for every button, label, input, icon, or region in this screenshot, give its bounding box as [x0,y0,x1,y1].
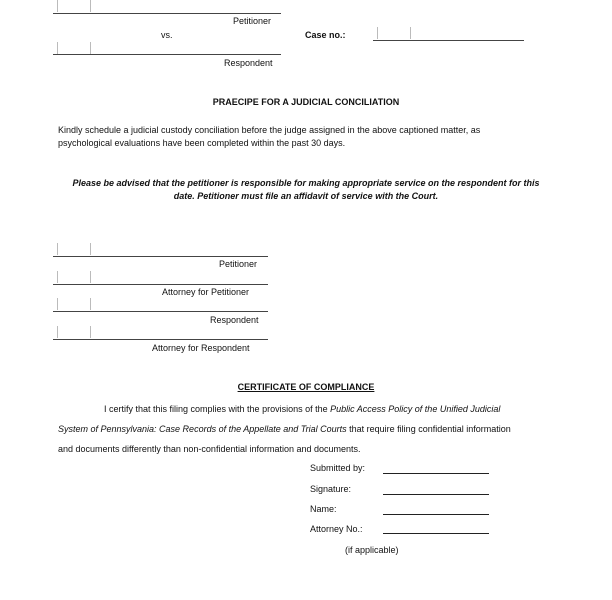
attorney-respondent-field-mark [90,326,91,338]
petitioner-sign-field-mark [57,243,58,255]
respondent-signature-label: Respondent [210,315,259,325]
attorney-no-label: Attorney No.: [310,524,363,534]
service-notice-line1: Please be advised that the petitioner is responsible for making appropriate service on the respondent for this [72,178,540,188]
respondent-caption-label: Respondent [224,58,273,68]
respondent-field-mark [90,42,91,54]
submitted-by-line[interactable] [383,473,489,474]
petitioner-signature-line[interactable] [53,256,268,257]
petitioner-signature-label: Petitioner [219,259,258,269]
public-access-policy-ref: Public Access Policy of the Unified Judicial [330,404,501,414]
case-no-field-mark [410,27,411,39]
certificate-line1 [104,403,556,416]
certificate-title: CERTIFICATE OF COMPLIANCE [237,382,375,392]
respondent-sign-field-mark [57,298,58,310]
attorney-petitioner-field-mark [57,271,58,283]
signature-label: Signature: [310,484,352,494]
case-records-ref: System of Pennsylvania: Case Records of the Appellate and Trial Courts [58,424,347,434]
attorney-petitioner-label: Attorney for Petitioner [162,287,250,297]
signature-line[interactable] [383,494,489,495]
respondent-sign-field-mark [90,298,91,310]
respondent-signature-line[interactable] [53,311,268,312]
petitioner-field-mark [57,0,58,12]
attorney-respondent-label: Attorney for Respondent [152,343,250,353]
name-label: Name: [310,504,337,514]
petitioner-field-mark [90,0,91,12]
petitioner-caption-label: Petitioner [233,16,272,26]
praecipe-body-line2: psychological evaluations have been completed within the past 30 days. [58,138,346,148]
attorney-no-line[interactable] [383,533,489,534]
vs-label: vs. [161,30,173,40]
praecipe-body-line1: Kindly schedule a judicial custody conciliation before the judge assigned in the above captioned matter, as [58,125,481,135]
if-applicable-note: (if applicable) [345,545,399,555]
attorney-respondent-field-mark [57,326,58,338]
case-no-field-mark [377,27,378,39]
petitioner-sign-field-mark [90,243,91,255]
submitted-by-label: Submitted by: [310,463,366,473]
attorney-respondent-signature-line[interactable] [53,339,268,340]
case-no-label: Case no.: [305,30,346,40]
certificate-line2 [58,423,558,436]
name-line[interactable] [383,514,489,515]
attorney-petitioner-field-mark [90,271,91,283]
respondent-field-mark [57,42,58,54]
certificate-line1-prefix: I certify that this filing complies with the provisions of the [104,404,331,414]
petitioner-caption-line[interactable] [53,13,281,14]
service-notice-line2: date. Petitioner must file an affidavit of service with the Court. [173,191,439,201]
praecipe-title: PRAECIPE FOR A JUDICIAL CONCILIATION [212,97,400,107]
attorney-petitioner-signature-line[interactable] [53,284,268,285]
certificate-line2-suffix: that require filing confidential information [346,424,511,434]
case-no-line[interactable] [373,40,524,41]
respondent-caption-line[interactable] [53,54,281,55]
certificate-line3: and documents differently than non-confidential information and documents. [58,444,361,454]
